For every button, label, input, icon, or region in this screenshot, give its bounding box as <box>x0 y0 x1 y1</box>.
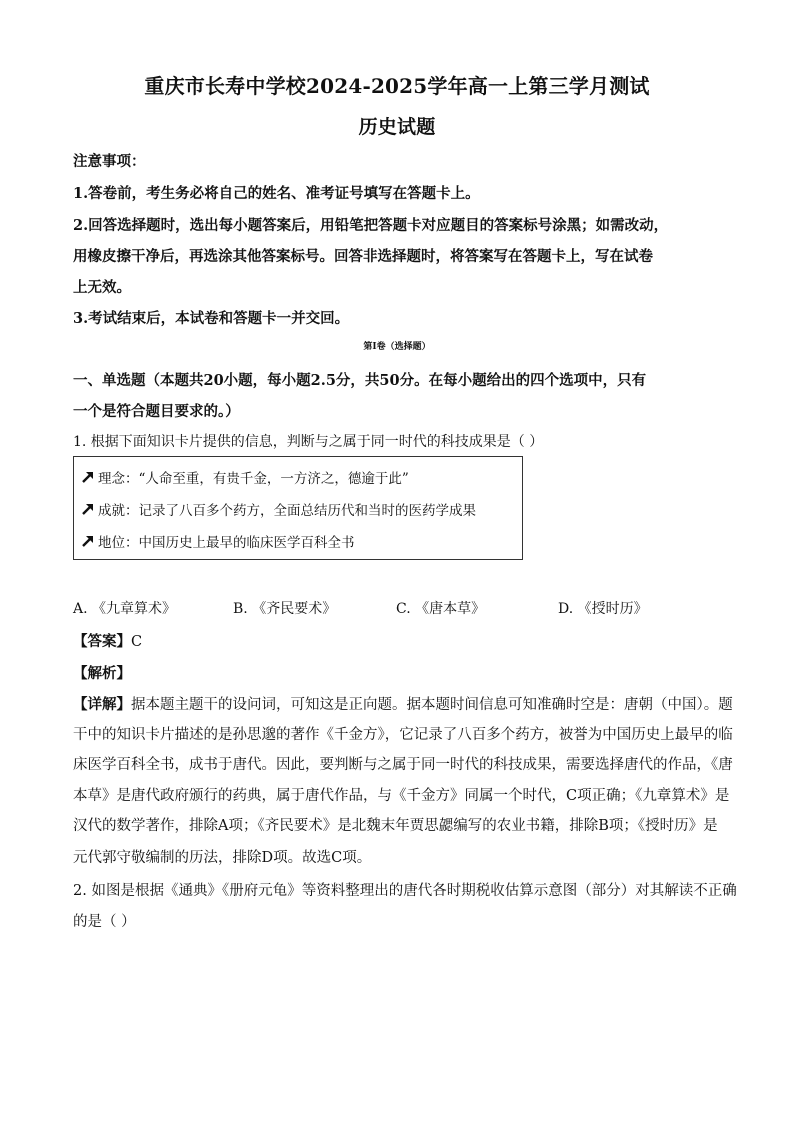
knowledge-card <box>73 456 523 560</box>
answer-tag: 【答案】 <box>73 633 131 650</box>
notice-item-3: 3.考试结束后，本试卷和答题卡一并交回。 <box>73 310 350 327</box>
notice-item-2-line-1: 2.回答选择题时，选出每小题答案后，用铅笔把答题卡对应题目的答案标号涂黑；如需改动， <box>73 217 669 234</box>
part-heading-line-1: 一、单选题（本题共20小题，每小题2.5分，共50分。在每小题给出的四个选项中，只有 <box>73 372 647 389</box>
exam-title: 重庆市长寿中学校2024-2025学年高一上第三学月测试 <box>144 74 650 98</box>
analysis-tag <box>73 662 131 683</box>
question-1-stem: 1. 根据下面知识卡片提供的信息，判断与之属于同一时代的科技成果是（ ） <box>73 434 544 450</box>
notice-item-1: 1.答卷前，考生务必将自己的姓名、准考证号填写在答题卡上。 <box>73 185 480 202</box>
card-text-3: 地位：中国历史上最早的临床医学百科全书 <box>98 535 355 551</box>
card-line-3 <box>80 531 355 551</box>
arrow-icon <box>80 533 96 549</box>
card-text-2: 成就：记录了八百多个药方，全面总结历代和当时的医药学成果 <box>98 503 476 519</box>
detail-tag: 【详解】 <box>73 696 131 713</box>
detail-line-2: 干中的知识卡片描述的是孙思邈的著作《千金方》，它记录了八百多个药方，被誉为中国历史上最早的临 <box>73 727 733 743</box>
question-2-stem-line-1: 2. 如图是根据《通典》《册府元龟》等资料整理出的唐代各时期税收估算示意图（部分）对其解读不正确 <box>73 883 737 899</box>
option-d: D. 《授时历》 <box>558 601 648 617</box>
card-line-2 <box>80 499 476 519</box>
card-line-1 <box>80 467 409 487</box>
card-text-1: 理念：“人命至重，有贵千金，一方济之，德逾于此” <box>98 471 409 487</box>
detail-line-1 <box>73 693 733 714</box>
notice-item-2-line-3: 上无效。 <box>73 279 131 296</box>
answer-line <box>73 630 142 651</box>
detail-line-4: 本草》是唐代政府颁行的药典，属于唐代作品，与《千金方》同属一个时代，C项正确；《九章算术》是 <box>73 788 730 804</box>
exam-subtitle: 历史试题 <box>358 116 436 138</box>
analysis-label: 【解析】 <box>73 665 131 682</box>
option-a: A. 《九章算术》 <box>73 601 177 617</box>
notice-item-2-line-2: 用橡皮擦干净后，再选涂其他答案标号。回答非选择题时，将答案写在答题卡上，写在试卷 <box>73 248 653 265</box>
volume-heading: 第Ⅰ卷（选择题） <box>363 342 431 352</box>
notice-heading: 注意事项： <box>73 153 146 170</box>
detail-line-3: 床医学百科全书，成书于唐代。因此，要判断与之属于同一时代的科技成果，需要选择唐代的作品，《唐 <box>73 757 733 773</box>
option-c: C. 《唐本草》 <box>396 601 486 617</box>
detail-text-1: 据本题主题干的设问词，可知这是正向题。据本题时间信息可知准确时空是：唐朝（中国）。题 <box>131 697 733 713</box>
answer-value: C <box>131 634 143 650</box>
part-heading-line-2: 一个是符合题目要求的。） <box>73 403 240 420</box>
detail-line-5: 汉代的数学著作，排除A项；《齐民要术》是北魏末年贾思勰编写的农业书籍，排除B项；《授时历》是 <box>73 818 718 834</box>
arrow-icon <box>80 501 96 517</box>
option-b: B. 《齐民要术》 <box>233 601 337 617</box>
detail-line-6: 元代郭守敬编制的历法，排除D项。故选C项。 <box>73 850 372 866</box>
arrow-icon <box>80 469 96 485</box>
question-2-stem-line-2: 的是（ ） <box>73 914 136 930</box>
